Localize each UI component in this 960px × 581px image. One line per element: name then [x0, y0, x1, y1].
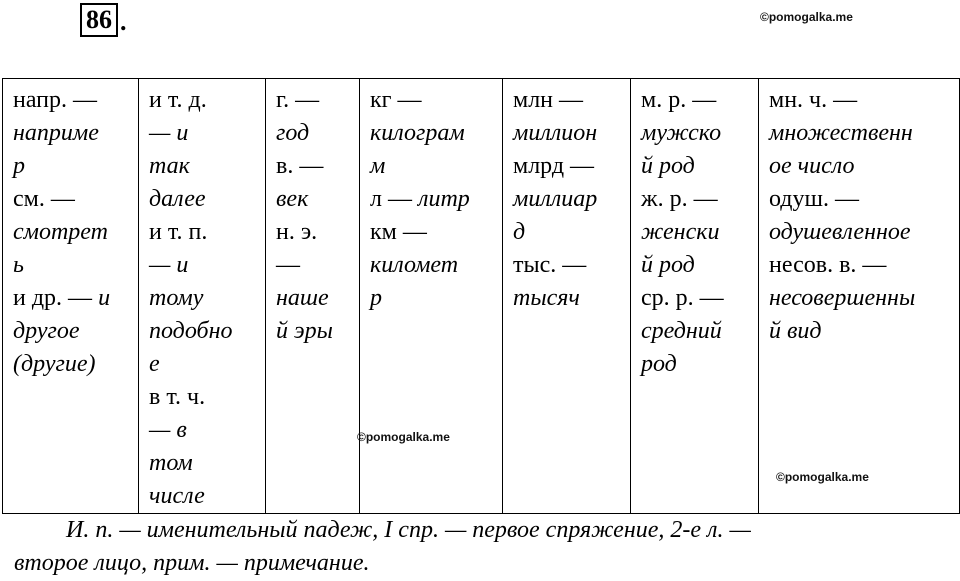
abbreviation-line — [370, 84, 496, 117]
expansion-text: век — [276, 186, 309, 212]
expansion-text: тысяч — [513, 285, 580, 311]
abbreviation-line — [641, 282, 752, 315]
abbreviation-text: см. — — [13, 186, 75, 212]
abbreviation-text: м. р. — — [641, 87, 717, 113]
abbreviation-text: млрд — — [513, 153, 595, 179]
expansion-line — [641, 117, 752, 150]
abbreviation-line — [769, 183, 953, 216]
expansion-line — [149, 315, 259, 348]
abbreviation-line — [13, 84, 132, 117]
abbreviation-line — [149, 381, 259, 414]
expansion-text: — в — [149, 417, 187, 443]
abbreviation-text: л — — [370, 186, 412, 212]
expansion-line — [769, 117, 953, 150]
expansion-text: том — [149, 450, 193, 476]
expansion-line — [370, 249, 496, 282]
abbreviation-line — [769, 84, 953, 117]
expansion-text: средний — [641, 318, 722, 344]
expansion-line — [149, 282, 259, 315]
expansion-line — [149, 249, 259, 282]
expansion-text: м — [370, 153, 386, 179]
abbreviation-text: тыс. — — [513, 252, 587, 278]
expansion-line — [13, 249, 132, 282]
abbreviation-line — [513, 249, 624, 282]
abbreviation-line — [276, 216, 353, 249]
abbreviation-text: г. — — [276, 87, 320, 113]
expansion-text: наше — [276, 285, 329, 311]
expansion-line — [149, 348, 259, 381]
expansion-line — [149, 480, 259, 513]
abbreviation-text: в т. ч. — [149, 384, 206, 410]
expansion-text: д — [513, 219, 526, 245]
abbreviations-caption — [14, 514, 944, 580]
expansion-line — [513, 117, 624, 150]
abbreviation-line — [641, 183, 752, 216]
abbreviation-text: в. — — [276, 153, 324, 179]
abbreviation-line — [513, 150, 624, 183]
abbreviation-text: кг — — [370, 87, 422, 113]
watermark-bottom: ©pomogalka.me — [776, 470, 869, 484]
abbreviation-text: несов. в. — — [769, 252, 887, 278]
expansion-text: множественн — [769, 120, 913, 146]
watermark-top: ©pomogalka.me — [760, 10, 853, 24]
abbr-column-7 — [759, 79, 960, 514]
expansion-line — [13, 315, 132, 348]
abbreviation-line — [513, 84, 624, 117]
expansion-line — [149, 183, 259, 216]
expansion-line — [769, 315, 953, 348]
expansion-line — [641, 348, 752, 381]
caption-line-2: второе лицо, прим. — примечание. — [14, 550, 370, 576]
expansion-text: и — [92, 285, 111, 311]
caption-line-1: И. п. — именительный падеж, I спр. — первое спряжение, 2-е л. — — [66, 517, 751, 543]
abbr-column-4 — [360, 79, 503, 514]
expansion-line — [641, 249, 752, 282]
exercise-number-suffix: . — [120, 7, 127, 36]
expansion-text: смотрет — [13, 219, 108, 245]
abbreviation-text: мн. ч. — — [769, 87, 858, 113]
expansion-line — [641, 315, 752, 348]
exercise-number — [80, 3, 127, 37]
expansion-line — [276, 183, 353, 216]
expansion-text: числе — [149, 483, 205, 509]
expansion-line — [370, 117, 496, 150]
expansion-line — [13, 117, 132, 150]
expansion-text: миллион — [513, 120, 598, 146]
abbreviation-text: ср. р. — — [641, 285, 724, 311]
expansion-text: й вид — [769, 318, 822, 344]
watermark-middle: ©pomogalka.me — [357, 430, 450, 444]
abbr-column-1 — [3, 79, 139, 514]
abbreviation-text: одуш. — — [769, 186, 859, 212]
expansion-line — [769, 282, 953, 315]
expansion-text: (другие) — [13, 351, 96, 377]
abbreviation-line — [276, 84, 353, 117]
expansion-text: й род — [641, 153, 695, 179]
expansion-line — [513, 282, 624, 315]
expansion-text: р — [13, 153, 25, 179]
abbreviation-text: ж. р. — — [641, 186, 718, 212]
abbr-column-3 — [266, 79, 360, 514]
expansion-line — [149, 414, 259, 447]
abbreviation-text: и др. — — [13, 285, 93, 311]
expansion-text: женски — [641, 219, 720, 245]
expansion-line — [276, 117, 353, 150]
expansion-text: другое — [13, 318, 80, 344]
expansion-line — [370, 282, 496, 315]
abbreviation-line — [370, 183, 496, 216]
expansion-line — [149, 117, 259, 150]
expansion-text: так — [149, 153, 190, 179]
abbr-column-2 — [139, 79, 266, 514]
abbreviation-text: км — — [370, 219, 427, 245]
expansion-text: е — [149, 351, 160, 377]
exercise-number-box: 86 — [80, 3, 118, 37]
abbreviation-text: и т. д. — [149, 87, 207, 113]
expansion-text: ь — [13, 252, 24, 278]
abbreviation-text: н. э. — [276, 219, 318, 245]
expansion-line — [513, 216, 624, 249]
expansion-text: — и — [149, 252, 189, 278]
abbreviation-line — [276, 249, 353, 282]
expansion-line — [769, 216, 953, 249]
expansion-text: подобно — [149, 318, 233, 344]
expansion-line — [370, 150, 496, 183]
abbreviations-table — [2, 78, 960, 514]
abbreviation-line — [641, 84, 752, 117]
expansion-text: далее — [149, 186, 206, 212]
abbr-column-6 — [631, 79, 759, 514]
expansion-text: наприме — [13, 120, 99, 146]
expansion-line — [13, 216, 132, 249]
expansion-text: одушевленное — [769, 219, 911, 245]
expansion-line — [513, 183, 624, 216]
expansion-line — [276, 315, 353, 348]
expansion-text: литр — [411, 186, 470, 212]
abbreviation-line — [370, 216, 496, 249]
expansion-text: килограм — [370, 120, 465, 146]
expansion-text: мужско — [641, 120, 722, 146]
expansion-text: километ — [370, 252, 459, 278]
expansion-line — [13, 150, 132, 183]
abbreviation-line — [13, 282, 132, 315]
expansion-line — [769, 150, 953, 183]
abbreviation-text: напр. — — [13, 87, 98, 113]
expansion-text: — и — [149, 120, 189, 146]
abbr-column-5 — [503, 79, 631, 514]
abbreviation-text: и т. п. — [149, 219, 208, 245]
expansion-line — [641, 216, 752, 249]
abbreviation-line — [149, 84, 259, 117]
abbreviation-text: — — [276, 252, 300, 278]
expansion-text: год — [276, 120, 310, 146]
abbreviation-line — [769, 249, 953, 282]
expansion-text: й род — [641, 252, 695, 278]
expansion-text: миллиар — [513, 186, 598, 212]
expansion-text: й эры — [276, 318, 333, 344]
expansion-text: р — [370, 285, 382, 311]
abbreviation-line — [276, 150, 353, 183]
expansion-text: ое число — [769, 153, 855, 179]
expansion-line — [641, 150, 752, 183]
expansion-line — [13, 348, 132, 381]
abbreviation-text: млн — — [513, 87, 584, 113]
abbreviation-line — [149, 216, 259, 249]
expansion-line — [149, 447, 259, 480]
expansion-text: несовершенны — [769, 285, 916, 311]
expansion-line — [276, 282, 353, 315]
abbreviation-line — [13, 183, 132, 216]
expansion-text: род — [641, 351, 677, 377]
abbreviations-row — [3, 79, 960, 514]
expansion-text: тому — [149, 285, 204, 311]
expansion-line — [149, 150, 259, 183]
